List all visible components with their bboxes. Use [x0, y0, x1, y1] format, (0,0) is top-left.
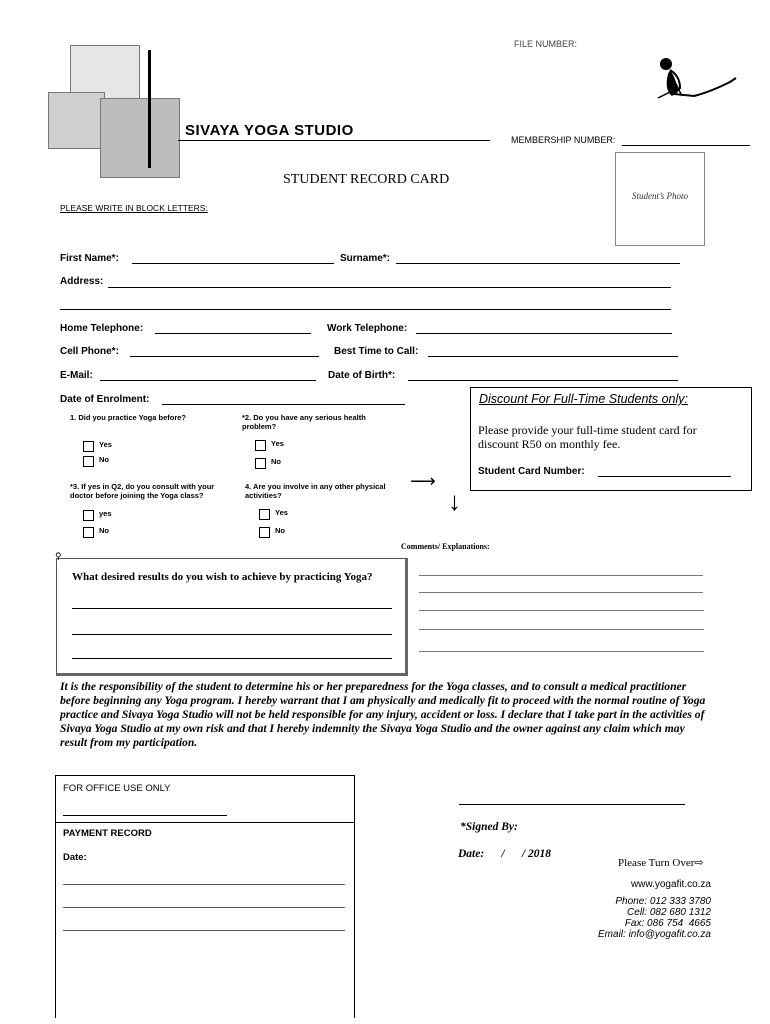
dob-field[interactable]	[408, 380, 678, 381]
question-1: 1. Did you practice Yoga before?	[70, 413, 187, 422]
address-field-2[interactable]	[60, 309, 671, 310]
surname-field[interactable]	[396, 263, 680, 264]
q3-yes-checkbox[interactable]	[83, 510, 94, 521]
q4-no-checkbox[interactable]	[259, 527, 270, 538]
payment-record-title: PAYMENT RECORD	[63, 828, 152, 839]
q1-yes-label: Yes	[99, 440, 112, 449]
enrolment-label: Date of Enrolment:	[60, 394, 150, 405]
office-use-line	[63, 815, 227, 816]
email-field[interactable]	[100, 380, 316, 381]
comments-line-2[interactable]	[419, 592, 703, 593]
best-time-label: Best Time to Call:	[334, 346, 419, 357]
q1-no-checkbox[interactable]	[83, 456, 94, 467]
page-title: STUDENT RECORD CARD	[283, 172, 450, 187]
file-number-label: FILE NUMBER:	[514, 39, 578, 49]
arrow-right-icon: ⟶	[410, 471, 436, 491]
discount-title: Discount For Full-Time Students only:	[479, 392, 688, 406]
studio-logo	[45, 40, 195, 180]
yoga-pose-icon	[650, 52, 740, 104]
best-time-field[interactable]	[428, 356, 678, 357]
cell-phone-field[interactable]	[130, 356, 319, 357]
signed-by-label: *Signed By:	[460, 821, 518, 833]
photo-box[interactable]	[615, 152, 705, 246]
payment-date-label: Date:	[63, 852, 87, 863]
question-3: *3. If yes in Q2, do you consult with your doctor before joining the Yoga class?	[70, 482, 215, 500]
q2-yes-checkbox[interactable]	[255, 440, 266, 451]
q3-yes-label: yes	[99, 509, 112, 518]
office-use-title: FOR OFFICE USE ONLY	[63, 783, 171, 794]
membership-number-label: MEMBERSHIP NUMBER:	[511, 135, 616, 145]
office-use-box	[55, 775, 355, 823]
website-text: www.yogafit.co.za	[630, 879, 711, 890]
dob-label: Date of Birth*:	[328, 370, 396, 381]
desired-results-line-1[interactable]	[72, 608, 392, 609]
enrolment-field[interactable]	[162, 404, 405, 405]
first-name-field[interactable]	[132, 263, 334, 264]
q4-yes-checkbox[interactable]	[259, 509, 270, 520]
discount-text: Please provide your full-time student card for discount R50 on monthly fee.	[478, 423, 697, 451]
arrow-down-icon: ↓	[448, 486, 461, 516]
surname-label: Surname*:	[340, 253, 391, 264]
membership-number-line[interactable]	[622, 145, 750, 146]
block-letters-note: PLEASE WRITE IN BLOCK LETTERS:	[60, 203, 208, 213]
comments-line-3[interactable]	[419, 610, 704, 611]
signature-line[interactable]	[459, 804, 685, 805]
desired-results-question: What desired results do you wish to achieve by practicing Yoga?	[72, 571, 373, 583]
q1-yes-checkbox[interactable]	[83, 441, 94, 452]
student-card-field[interactable]	[598, 476, 731, 477]
q2-yes-label: Yes	[271, 439, 284, 448]
desired-results-box	[56, 558, 408, 676]
email-label: E-Mail:	[60, 370, 93, 381]
q2-no-label: No	[271, 457, 281, 466]
q4-yes-label: Yes	[275, 508, 288, 517]
payment-line-1[interactable]	[63, 884, 345, 885]
comments-line-5[interactable]	[419, 651, 704, 652]
q3-no-label: No	[99, 526, 109, 535]
photo-label: Student’s Photo	[631, 191, 689, 201]
student-card-label: Student Card Number:	[478, 466, 585, 477]
address-label: Address:	[60, 276, 104, 287]
disclaimer-text: It is the responsibility of the student to determine his or her preparedness for the Yoga classes, and to consult a medical practitioner before beginning any Yoga program. I hereby warrant that I am physically and medically fit to proceed with the normal routine of Yoga practice and Sivaya Yoga Studio will not be held responsible for any injury, accident or loss. I declare that I take part in the activities of Sivaya Yoga Studio at my own risk and that I hereby indemnity the Sivaya Yoga Studio and the owner against any claim which may result from my participation.	[60, 680, 706, 749]
comments-line-1[interactable]	[419, 575, 703, 576]
q3-no-checkbox[interactable]	[83, 527, 94, 538]
turn-over-label: Please Turn Over⇨	[618, 857, 704, 869]
first-name-label: First Name*:	[60, 253, 119, 264]
q4-no-label: No	[275, 526, 285, 535]
home-phone-field[interactable]	[155, 333, 311, 334]
home-phone-label: Home Telephone:	[60, 323, 144, 334]
payment-line-3[interactable]	[63, 930, 345, 931]
question-2: *2. Do you have any serious health problem?	[242, 413, 366, 431]
question-4: 4. Are you involve in any other physical activities?	[245, 482, 386, 500]
work-phone-field[interactable]	[416, 333, 672, 334]
payment-record-box	[55, 822, 355, 1018]
cell-phone-label: Cell Phone*:	[60, 346, 119, 357]
desired-results-line-3[interactable]	[72, 658, 392, 659]
comments-label: Comments/ Explanations:	[401, 542, 490, 551]
desired-results-line-2[interactable]	[72, 634, 392, 635]
studio-name-underline	[178, 140, 490, 141]
q2-no-checkbox[interactable]	[255, 458, 266, 469]
pin-icon: ⚲	[55, 551, 62, 561]
cell-text: Cell: 082 680 1312	[627, 907, 711, 918]
work-phone-label: Work Telephone:	[327, 323, 408, 334]
discount-box	[470, 387, 752, 491]
comments-line-4[interactable]	[419, 629, 704, 630]
studio-name: SIVAYA YOGA STUDIO	[185, 122, 354, 139]
email-contact-text: Email: info@yogafit.co.za	[598, 929, 711, 940]
payment-line-2[interactable]	[63, 907, 345, 908]
address-field-1[interactable]	[108, 287, 671, 288]
fax-text: Fax: 086 754 4665	[624, 918, 711, 929]
q1-no-label: No	[99, 455, 109, 464]
signature-date: Date: / / 2018	[458, 848, 551, 860]
phone-text: Phone: 012 333 3780	[615, 896, 711, 907]
